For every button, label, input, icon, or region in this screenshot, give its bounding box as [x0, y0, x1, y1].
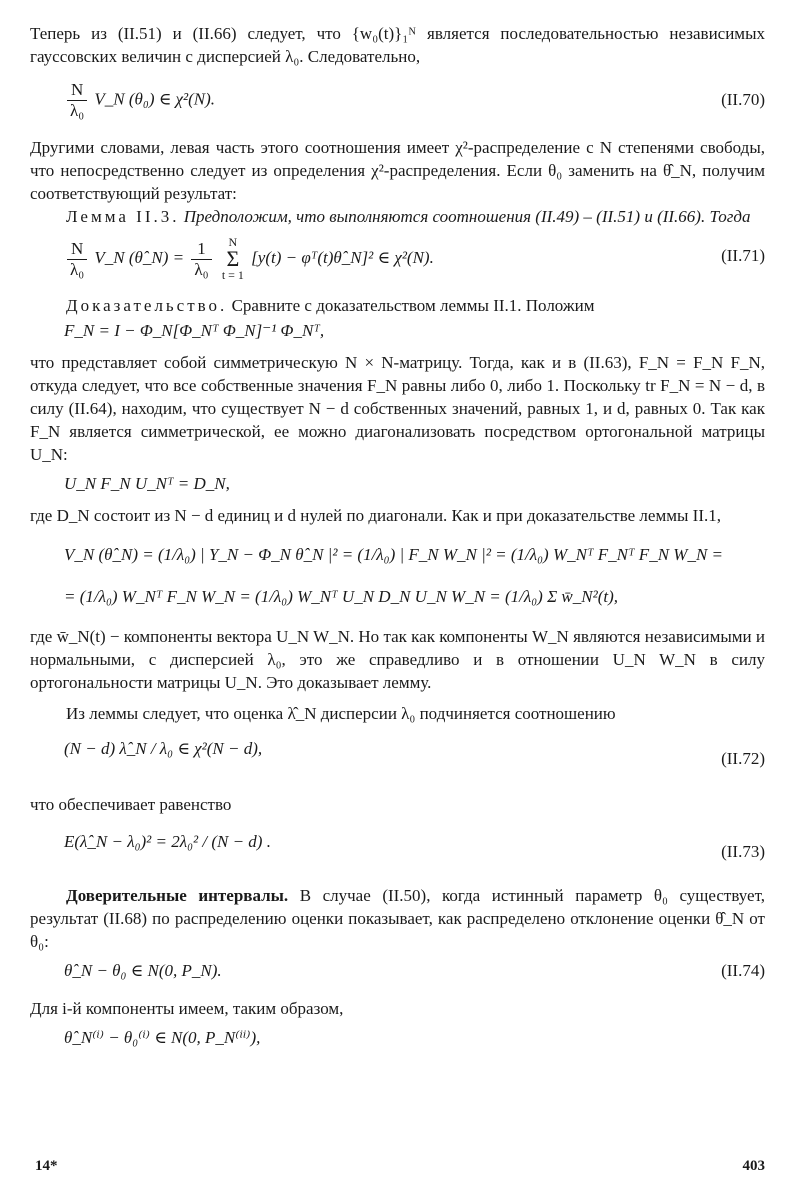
section-label: Доверительные интервалы. — [66, 886, 289, 905]
equation-number: (II.73) — [721, 842, 765, 861]
paragraph-1: Теперь из (II.51) и (II.66) следует, что {w₀(t)}₁ᴺ является последовательностью независимых гауссовских величин с дисперсией λ₀. Следовательно, — [30, 24, 765, 66]
paragraph-7: что обеспечивает равенство — [30, 795, 232, 814]
page-number: 403 — [742, 1158, 765, 1174]
equation-long-2: = (1/λ₀) W_Nᵀ F_N W_N = (1/λ₀) W_Nᵀ U_N D_N U_N W_N = (1/λ₀) Σ w̄_N²(t), — [64, 587, 618, 606]
paragraph-6: Из леммы следует, что оценка λ̂_N дисперсии λ₀ подчиняется соотношению — [66, 704, 616, 723]
equation-70: $\frac{N}{\text{λ₀}}$ V_N (θ₀) ∈ χ²(N). (II.70) — [30, 80, 765, 126]
equation-75: θ̂_N⁽ⁱ⁾ − θ₀⁽ⁱ⁾ ∈ N(0, P_N⁽ⁱⁱ⁾), — [64, 1028, 261, 1047]
lemma-label: Лемма II.3. — [66, 207, 180, 226]
equation-number: (II.74) — [721, 961, 765, 980]
equation-long-1: V_N (θ̂_N) = (1/λ₀) | Y_N − Φ_N θ̂_N |² = (1/λ₀) | F_N W_N |² = (1/λ₀) W_Nᵀ F_Nᵀ F_N W_N = — [64, 545, 723, 564]
proof-paragraph: Доказательство. Сравните с доказательством леммы II.1. Положим — [66, 296, 595, 315]
paragraph-5: где w̄_N(t) − компоненты вектора U_N W_N. Но так как компоненты W_N являются независимыми и нормальными, с дисперсией λ₀, это же справедливо и в отношении U_N W_N в силу ортогональности матрицы U_N. Это доказывает лемму. — [30, 627, 765, 692]
lemma-text: Предположим, что выполняются соотношения (II.49) – (II.51) и (II.66). Тогда — [183, 207, 751, 226]
paragraph-4: где D_N состоит из N − d единиц и d нулей по диагонали. Как и при доказательстве леммы II.1, — [30, 506, 721, 525]
proof-label: Доказательство. — [66, 296, 228, 315]
equation-number: (II.70) — [721, 90, 765, 109]
equation-number: (II.72) — [721, 749, 765, 768]
equation-74: θ̂_N − θ₀ ∈ N(0, P_N). (II.74) — [64, 961, 765, 980]
paragraph-2: Другими словами, левая часть этого соотношения имеет χ²-распределение с N степенями свободы, что непосредственно следует из определения χ²-распределения. Если θ₀ заменить на θ̂_N, получим соответствующий результат: — [30, 138, 765, 203]
signature-mark: 14* — [35, 1158, 58, 1174]
equation-number: (II.71) — [721, 246, 765, 265]
lemma-statement — [30, 205, 765, 228]
equation-71: $\frac{N}{\text{λ₀}}$ V_N (θ̂_N) = $\frac{1}{\text{λ₀}}$ N Σ t = 1 [y(t) − φᵀ(t)θ̂_N]² ∈ χ²(N). (II.71) — [30, 236, 765, 286]
paragraph-9: Для i-й компоненты имеем, таким образом, — [30, 999, 344, 1018]
paragraph-3: что представляет собой симметрическую N × N-матрицу. Тогда, как и в (II.63), F_N = F_N F_N, откуда следует, что все собственные значения F_N равны либо 0, либо 1. Поскольку tr F_N = N − d, в силу (II.64), находим, что существует N − d собственных значений, равных 1, и d, равных 0. Так как F_N является симметрической, ее можно диагонализовать посредством ортогональной матрицы U_N: — [30, 353, 765, 464]
equation-73: E(λ̂_N − λ₀)² = 2λ₀² / (N − d) . (II.73) — [64, 832, 765, 861]
page-body — [30, 22, 765, 1052]
equation-72: (N − d) λ̂_N / λ₀ ∈ χ²(N − d), (II.72) — [64, 739, 765, 768]
equation-U: U_N F_N U_Nᵀ = D_N, — [64, 474, 230, 493]
paragraph-8: Доверительные интервалы. В случае (II.50), когда истинный параметр θ₀ существует, результат (II.68) по распределению оценки показывает, как распределено отклонение оценки θ̂_N от θ₀: — [30, 886, 765, 951]
equation-F: F_N = I − Φ_N[Φ_Nᵀ Φ_N]⁻¹ Φ_Nᵀ, — [64, 321, 325, 340]
